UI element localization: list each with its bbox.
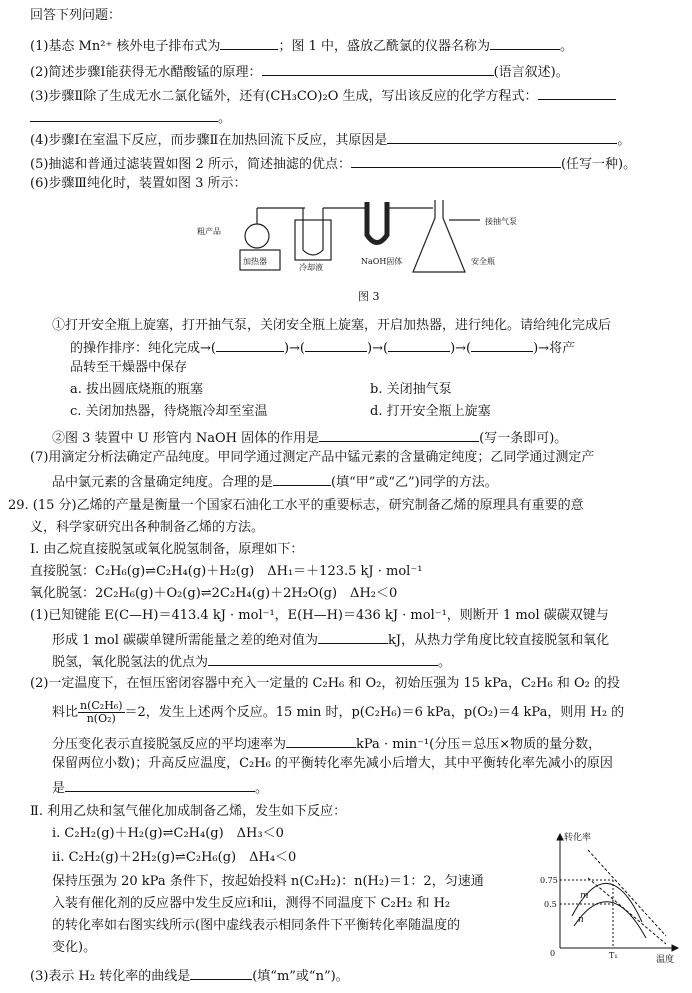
question-4 <box>30 130 630 149</box>
text: 保留两位小数)；升高反应温度，C₂H₆ 的平衡转化率先减小后增大，其中平衡转化率先减小的原因 <box>52 756 613 771</box>
option-b <box>370 382 452 398</box>
equilibrium-curve-2 <box>588 878 666 944</box>
reaction-oxidative <box>30 586 397 602</box>
text: a. 拔出圆底烧瓶的瓶塞 <box>70 382 204 397</box>
q29-2-reason-cont <box>52 778 268 797</box>
order-blank[interactable] <box>471 338 533 352</box>
text: kJ，从热力学角度比较直接脱氢和氧化 <box>387 633 610 648</box>
q29-1 <box>30 608 609 624</box>
answer-blank[interactable] <box>262 62 494 76</box>
text: c. 关闭加热器，待烧瓶冷却至室温 <box>70 404 268 419</box>
x-arrow <box>672 945 678 951</box>
q29-part2 <box>30 804 346 820</box>
text: ①打开安全瓶上旋塞，打开抽气泵，关闭安全瓶上旋塞，开启加热器，进行纯化。请给纯化完成后 <box>52 318 612 333</box>
question-3 <box>30 86 616 105</box>
text: (2)简述步骤Ⅰ能获得无水醋酸锰的原理： <box>30 65 262 80</box>
text: (填“甲”或“乙”)同学的方法。 <box>331 475 498 490</box>
text: ⅰ. C₂H₂(g)＋H₂(g)⇌C₂H₄(g) ΔH₃＜0 <box>52 826 284 841</box>
question-1 <box>30 36 573 55</box>
text: 变化)。 <box>52 940 97 955</box>
order-blank[interactable] <box>216 338 284 352</box>
option-d <box>370 404 491 420</box>
text: 。 <box>255 781 269 796</box>
text: Ⅰ. 由乙烷直接脱氢或氧化脱氢制备，原理如下： <box>30 542 304 557</box>
order-blank[interactable] <box>305 338 367 352</box>
q29-2-reason <box>52 756 613 772</box>
fraction-numerator: n(C₂H₆) <box>80 699 123 712</box>
question-5 <box>30 154 636 173</box>
ratio-fraction <box>78 700 125 725</box>
reaction-i <box>52 826 284 842</box>
text: )→将产 <box>533 341 576 356</box>
q29-1-cont2 <box>52 652 451 671</box>
text: 料比 <box>52 705 79 720</box>
label-safety: 安全瓶 <box>471 257 495 266</box>
q29-part2-desc2 <box>52 896 450 912</box>
tick-t1: T₁ <box>609 951 618 960</box>
text: 的转化率如右图实线所示(图中虚线表示相同条件下平衡转化率随温度的 <box>52 918 461 933</box>
cooling-bath <box>295 220 331 260</box>
q29-header-cont <box>30 520 264 536</box>
q29-2 <box>30 676 620 692</box>
q29-2-rate <box>52 734 601 753</box>
text: )→( <box>367 341 389 356</box>
text: ②图 3 装置中 U 形管内 NaOH 固体的作用是 <box>52 431 320 446</box>
safety-bottle <box>413 200 465 272</box>
text: 入装有催化剂的反应器中发生反应ⅰ和ⅱ，测得不同温度下 C₂H₂ 和 H₂ <box>52 896 451 911</box>
q29-1-cont <box>52 630 609 649</box>
question-6-1 <box>52 318 611 334</box>
tick-075: 0.75 <box>540 876 558 885</box>
answer-blank[interactable] <box>65 778 255 792</box>
text: 直接脱氢：C₂H₆(g)⇌C₂H₄(g)＋H₂(g) ΔH₁＝＋123.5 kJ · mol⁻¹ <box>30 564 423 579</box>
text: 。 <box>218 111 232 126</box>
label-pump: 接抽气泵 <box>485 217 517 226</box>
question-2 <box>30 62 569 81</box>
question-3-cont <box>30 108 231 127</box>
text: (写一条即可)。 <box>479 431 568 446</box>
answer-blank[interactable] <box>30 108 218 122</box>
text: 品中氯元素的含量确定纯度。合理的是 <box>52 475 274 490</box>
label-crude: 粗产品 <box>197 227 221 236</box>
text: 是 <box>52 781 66 796</box>
order-blank[interactable] <box>388 338 450 352</box>
text: (填“m”或“n”)。 <box>252 969 349 984</box>
text: kPa · min⁻¹(分压＝总压×物质的量分数， <box>356 737 602 752</box>
answer-blank[interactable] <box>490 36 560 50</box>
text: b. 关闭抽气泵 <box>370 382 452 397</box>
answer-blank[interactable] <box>319 428 479 442</box>
text: 。 <box>617 133 631 148</box>
text: 的操作排序：纯化完成→( <box>70 341 216 356</box>
q29-part2-desc3 <box>52 918 460 934</box>
text: (6)步骤Ⅲ纯化时，装置如图 3 所示： <box>30 176 247 191</box>
text: 形成 1 mol 碳碳单键所需能量之差的绝对值为 <box>52 633 318 648</box>
text: (2)一定温度下，在恒压密闭容器中充入一定量的 C₂H₆ 和 O₂，初始压强为 15 kPa，C₂H₆ 和 O₂ 的投 <box>30 676 620 691</box>
tick-0: 0 <box>550 949 556 958</box>
answer-blank[interactable] <box>208 652 438 666</box>
answer-blank[interactable] <box>190 966 252 980</box>
answer-blank[interactable] <box>351 154 561 168</box>
question-7-cont <box>52 472 498 491</box>
q29-header <box>8 498 584 514</box>
question-7 <box>30 450 594 466</box>
apparatus-figure <box>195 190 545 300</box>
option-c <box>70 404 268 420</box>
question-6-1-order <box>70 338 575 357</box>
text: (3)表示 H₂ 转化率的曲线是 <box>30 969 191 984</box>
reaction-ii <box>52 850 296 866</box>
equilibrium-curve-1 <box>588 850 666 936</box>
text: 义，科学家研究出各种制备乙烯的方法。 <box>30 520 265 535</box>
answer-blank[interactable] <box>318 630 388 644</box>
text: (1)基态 Mn²⁺ 核外电子排布式为 <box>30 39 221 54</box>
intro-line <box>30 8 121 24</box>
text: (3)步骤Ⅱ除了生成无水二氯化锰外，还有(CH₃CO)₂O 生成，写出该反应的化学方程式： <box>30 89 538 104</box>
figure-caption: 图 3 <box>358 290 380 303</box>
conversion-graph <box>538 828 688 968</box>
text: 保持压强为 20 kPa 条件下，按起始投料 n(C₂H₂)：n(H₂)＝1：2，匀速通 <box>52 874 484 889</box>
cold-trap <box>303 208 323 255</box>
text: 品转至干燥器中保存 <box>70 360 188 375</box>
round-flask <box>245 224 269 248</box>
answer-blank[interactable] <box>538 86 616 100</box>
y-arrow <box>557 834 563 840</box>
text: 。 <box>438 655 452 670</box>
tick-05: 0.5 <box>544 900 557 909</box>
answer-blank[interactable] <box>220 36 278 50</box>
q29-part2-desc4 <box>52 940 96 956</box>
text: (4)步骤Ⅰ在室温下反应，而步骤Ⅱ在加热回流下反应，其原因是 <box>30 133 388 148</box>
answer-blank[interactable] <box>273 472 331 486</box>
q29-part2-desc1 <box>52 874 484 890</box>
text: 氧化脱氢：2C₂H₆(g)＋O₂(g)⇌2C₂H₄(g)＋2H₂O(g) ΔH₂＜0 <box>30 586 398 601</box>
text: )→( <box>450 341 472 356</box>
text: 29. (15 分)乙烯的产量是衡量一个国家石油化工水平的重要标志，研究制备乙烯的原理具有重要的意 <box>8 498 584 513</box>
text: (7)用滴定分析法确定产品纯度。甲同学通过测定产品中锰元素的含量确定纯度；乙同学通过测定产 <box>30 450 595 465</box>
q29-part1 <box>30 542 303 558</box>
answer-blank[interactable] <box>387 130 617 144</box>
label-heater: 加热器 <box>243 257 267 266</box>
text: (任写一种)。 <box>560 157 637 172</box>
text: d. 打开安全瓶上旋塞 <box>370 404 491 419</box>
x-axis-label: 温度 <box>656 955 675 965</box>
text: 脱氢，氧化脱氢法的优点为 <box>52 655 209 670</box>
label-naoh: NaOH固体 <box>361 257 403 266</box>
curve-n <box>574 902 646 938</box>
answer-blank[interactable] <box>286 734 356 748</box>
reaction-direct <box>30 564 422 580</box>
text: (1)已知键能 E(C—H)＝413.4 kJ · mol⁻¹，E(H—H)＝436 kJ · mol⁻¹，则断开 1 mol 碳碳双键与 <box>30 608 609 623</box>
text: 回答下列问题： <box>30 8 122 23</box>
text: ＝2，发生上述两个反应。15 min 时，p(C₂H₆)＝6 kPa，p(O₂)＝4 kPa，则用 H₂ 的 <box>124 705 625 720</box>
text: ⅱ. C₂H₂(g)＋2H₂(g)⇌C₂H₆(g) ΔH₄＜0 <box>52 850 297 865</box>
fraction-denominator: n(O₂) <box>86 712 116 725</box>
curve-n-label: n <box>578 915 584 925</box>
q29-3 <box>30 966 349 985</box>
text: Ⅱ. 利用乙炔和氢气催化加成制备乙烯，发生如下反应： <box>30 804 347 819</box>
option-a <box>70 382 203 398</box>
y-axis-label: 转化率 <box>564 833 592 843</box>
question-6-2 <box>52 428 567 447</box>
text: (语言叙述)。 <box>493 65 569 80</box>
text: (5)抽滤和普通过滤装置如图 2 所示，简述抽滤的优点： <box>30 157 351 172</box>
curve-m-label: m <box>580 891 589 901</box>
text: ；图 1 中，盛放乙酰氯的仪器名称为 <box>278 39 490 54</box>
u-tube <box>367 202 387 243</box>
text: )→( <box>283 341 306 356</box>
q29-2-ratio <box>52 700 624 726</box>
question-6-1-cont <box>70 360 187 376</box>
text: 。 <box>559 39 573 54</box>
label-coolant: 冷却液 <box>299 263 323 272</box>
text: 分压变化表示直接脱氢反应的平均速率为 <box>52 737 287 752</box>
